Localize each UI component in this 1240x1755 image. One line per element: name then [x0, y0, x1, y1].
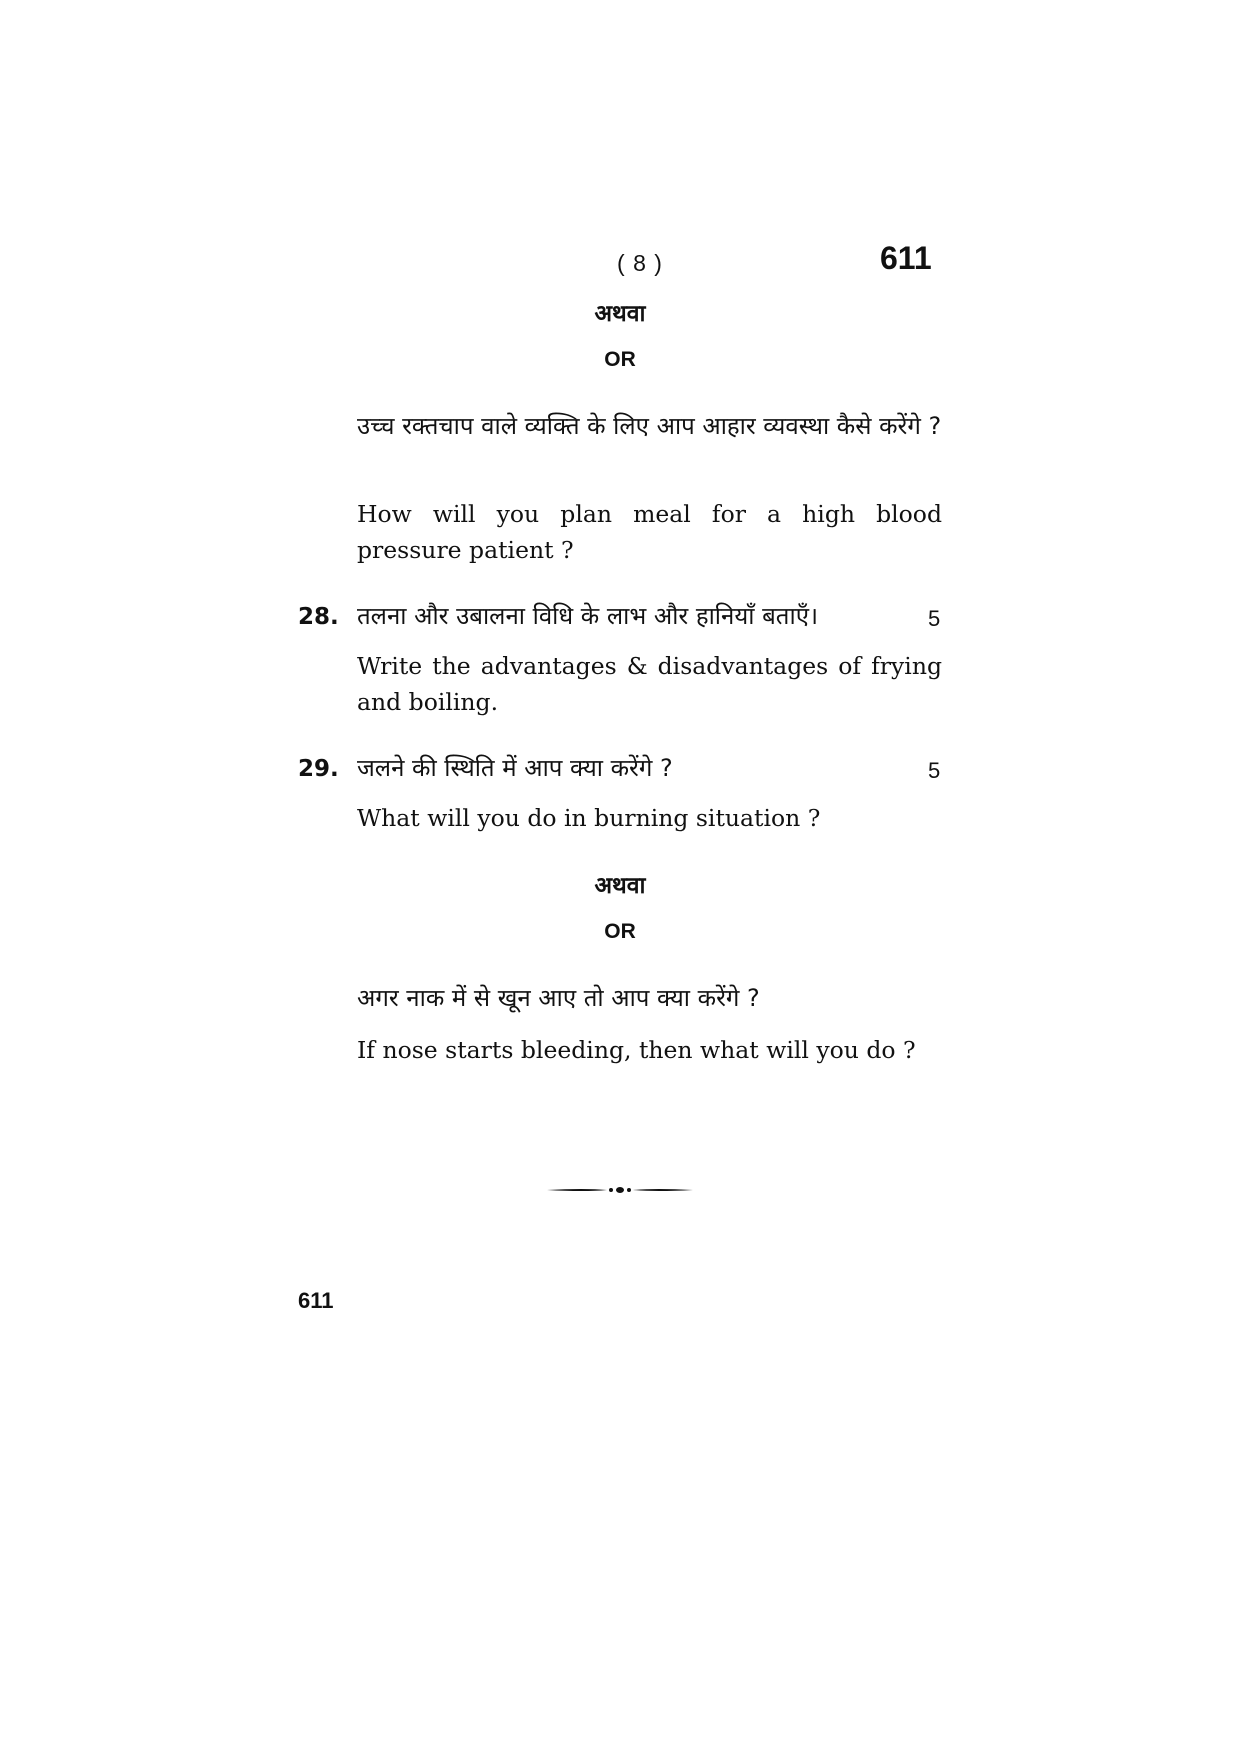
question-29-marks: 5: [928, 758, 941, 783]
question-27-alt-english: How will you plan meal for a high blood pressure patient ?: [357, 500, 942, 564]
end-of-paper-ornament: [545, 1180, 695, 1200]
question-29-alt-hindi: अगर नाक में से खून आए तो आप क्या करेंगे ?: [357, 984, 760, 1012]
question-28-hindi: तलना और उबालना विधि के लाभ और हानियाँ बताएँ।: [357, 602, 819, 630]
question-number: 28.: [298, 604, 339, 630]
question-number: 29.: [298, 756, 339, 782]
page-number: ( 8 ): [617, 250, 663, 276]
question-28-english: Write the advantages & disadvantages of frying and boiling.: [357, 652, 942, 716]
question-29-english: What will you do in burning situation ?: [357, 804, 821, 832]
or-heading-english: OR: [604, 348, 636, 371]
question-28-marks: 5: [928, 606, 941, 631]
or-heading-english: OR: [604, 920, 636, 943]
paper-code-header: 611: [880, 240, 932, 276]
paper-code-footer: 611: [298, 1288, 334, 1313]
question-29-alt-english: If nose starts bleeding, then what will you do ?: [357, 1036, 916, 1064]
or-heading-hindi: अथवा: [594, 873, 646, 899]
question-29-hindi: जलने की स्थिति में आप क्या करेंगे ?: [357, 754, 673, 782]
or-heading-hindi: अथवा: [594, 301, 646, 327]
question-27-alt-hindi: उच्च रक्तचाप वाले व्यक्ति के लिए आप आहार व्यवस्था कैसे करेंगे ?: [357, 412, 942, 440]
